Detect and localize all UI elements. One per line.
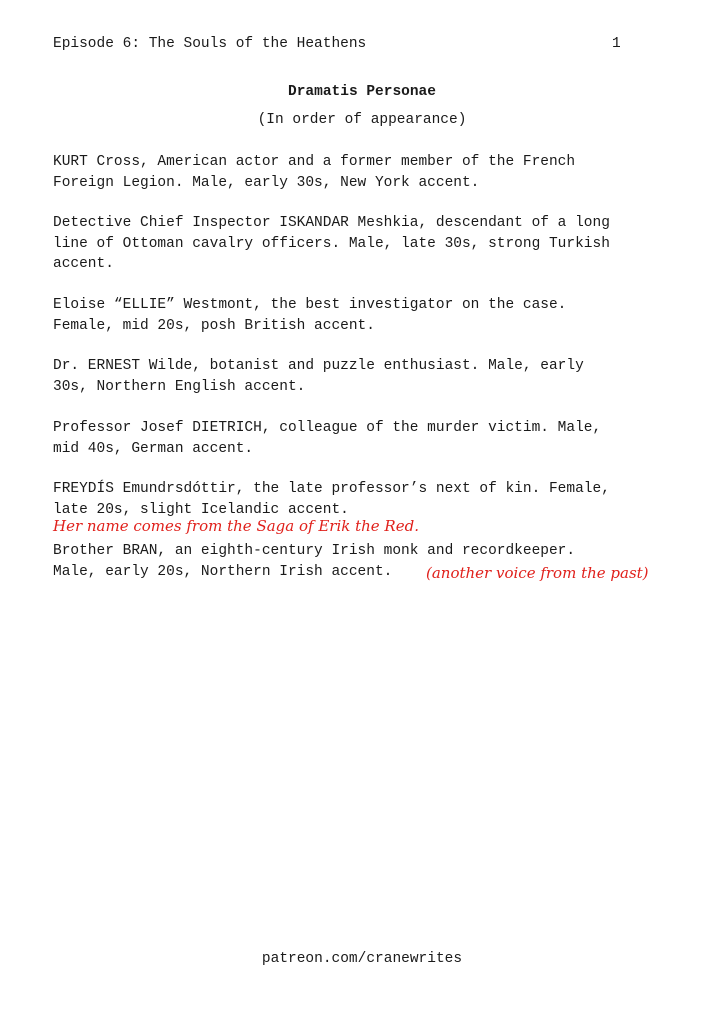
character-ernest: Dr. ERNEST Wilde, botanist and puzzle enthusiast. Male, early 30s, Northern English accent. xyxy=(53,358,584,395)
character-kurt: KURT Cross, American actor and a former member of the French Foreign Legion. Male, early 30s, New York accent. xyxy=(53,154,576,191)
section-heading: Dramatis Personae xyxy=(288,84,436,100)
character-iskandar: Detective Chief Inspector ISKANDAR Meshkia, descendant of a long line of Ottoman cavalry officers. Male, late 30s, strong Turkish accent. xyxy=(53,215,610,272)
handwritten-note-bran: (another voice from the past) xyxy=(426,564,649,582)
character-freydis: FREYDÍS Emundrsdóttir, the late professor’s next of kin. Female, late 20s, slight Icelandic accent. xyxy=(53,481,610,518)
handwritten-note-freydis: Her name comes from the Saga of Erik the Red. xyxy=(53,517,419,535)
character-ellie: Eloise “ELLIE” Westmont, the best investigator on the case. Female, mid 20s, posh British accent. xyxy=(53,297,567,334)
episode-title: Episode 6: The Souls of the Heathens xyxy=(53,36,367,52)
page-number: 1 xyxy=(612,36,621,52)
section-subheading: (In order of appearance) xyxy=(257,112,467,128)
character-dietrich: Professor Josef DIETRICH, colleague of the murder victim. Male, mid 40s, German accent. xyxy=(53,420,602,457)
footer-link[interactable]: patreon.com/cranewrites xyxy=(261,951,463,967)
character-bran: Brother BRAN, an eighth-century Irish monk and recordkeeper. Male, early 20s, Northern Irish accent. xyxy=(53,543,576,580)
